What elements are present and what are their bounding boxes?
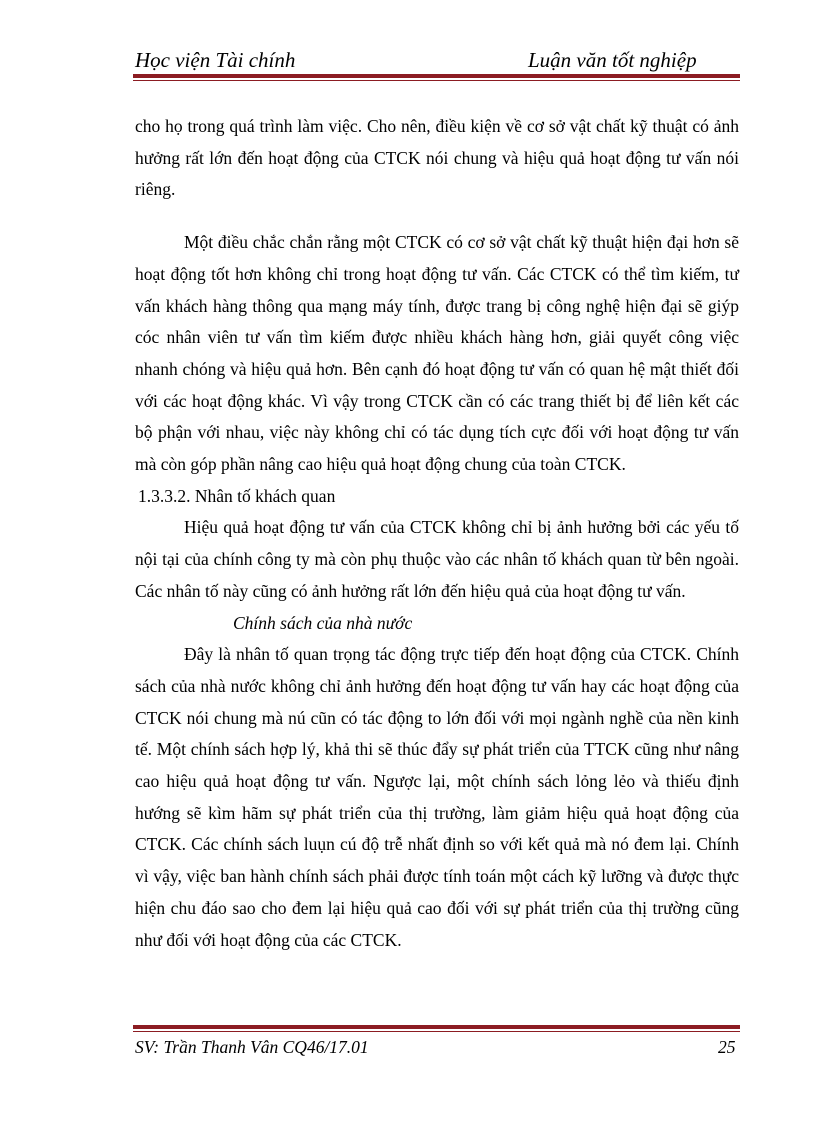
paragraph-4: Đây là nhân tố quan trọng tác động trực tiếp đến hoạt động của CTCK. Chính sách của nhà nước không chỉ ảnh hưởng đến hoạt động tư vấn hay các hoạt động của CTCK nói chung mà nú cũn có tác động to lớn đối với mọi ngành nghề của nền kinh tế. Một chính sách hợp lý, khả thi sẽ thúc đẩy sự phát triển của TTCK cũng như nâng cao hiệu quả hoạt động tư vấn. Ngược lại, một chính sách lỏng lẻo và thiếu định hướng sẽ kìm hãm sự phát triển của thị trường, làm giảm hiệu quả hoạt động của CTCK. Các chính sách luụn cú độ trễ nhất định so với kết quả mà nó đem lại. Chính vì vậy, việc ban hành chính sách phải được tính toán một cách kỹ lưỡng và được thực hiện chu đáo sao cho đem lại hiệu quả cao đối với sự phát triển của thị trường cũng như đối với hoạt động của các CTCK. [135, 644, 739, 950]
footer-student: SV: Trần Thanh Vân CQ46/17.01 [135, 1037, 369, 1057]
body-text [135, 111, 739, 956]
header-institution: Học viện Tài chính [135, 48, 296, 72]
header-document-type: Luận văn tốt nghiệp [528, 48, 697, 72]
page-number: 25 [718, 1037, 736, 1057]
subsection-heading: Chính sách của nhà nước [233, 612, 413, 633]
paragraph-2: Một điều chắc chắn rằng một CTCK có cơ sở vật chất kỹ thuật hiện đại hơn sẽ hoạt động tốt hơn không chỉ trong hoạt động tư vấn. Các CTCK có thể tìm kiếm, tư vấn khách hàng thông qua mạng máy tính, được trang bị công nghệ hiện đại sẽ giýp cóc nhân viên tư vấn tìm kiếm được nhiều khách hàng hơn, giải quyết công việc nhanh chóng và hiệu quả hơn. Bên cạnh đó hoạt động tư vấn có quan hệ mật thiết đối với các hoạt động khác. Vì vậy trong CTCK cần có các trang thiết bị để liên kết các bộ phận với nhau, việc này không chỉ có tác dụng tích cực đối với hoạt động tư vấn mà còn góp phần nâng cao hiệu quả hoạt động chung của toàn CTCK. [135, 232, 739, 475]
paragraph-3: Hiệu quả hoạt động tư vấn của CTCK không chỉ bị ảnh hưởng bởi các yếu tố nội tại của chính công ty mà còn phụ thuộc vào các nhân tố khách quan từ bên ngoài. Các nhân tố này cũng có ảnh hưởng rất lớn đến hiệu quả của hoạt động tư vấn. [135, 517, 739, 601]
paragraph-1: cho họ trong quá trình làm việc. Cho nên, điều kiện về cơ sở vật chất kỹ thuật có ảnh hưởng rất lớn đến hoạt động của CTCK nói chung và hiệu quả hoạt động tư vấn nói riêng. [135, 116, 739, 200]
header-rule [133, 74, 740, 81]
section-heading: 1.3.3.2. Nhân tố khách quan [138, 485, 336, 506]
footer-rule [133, 1025, 740, 1032]
